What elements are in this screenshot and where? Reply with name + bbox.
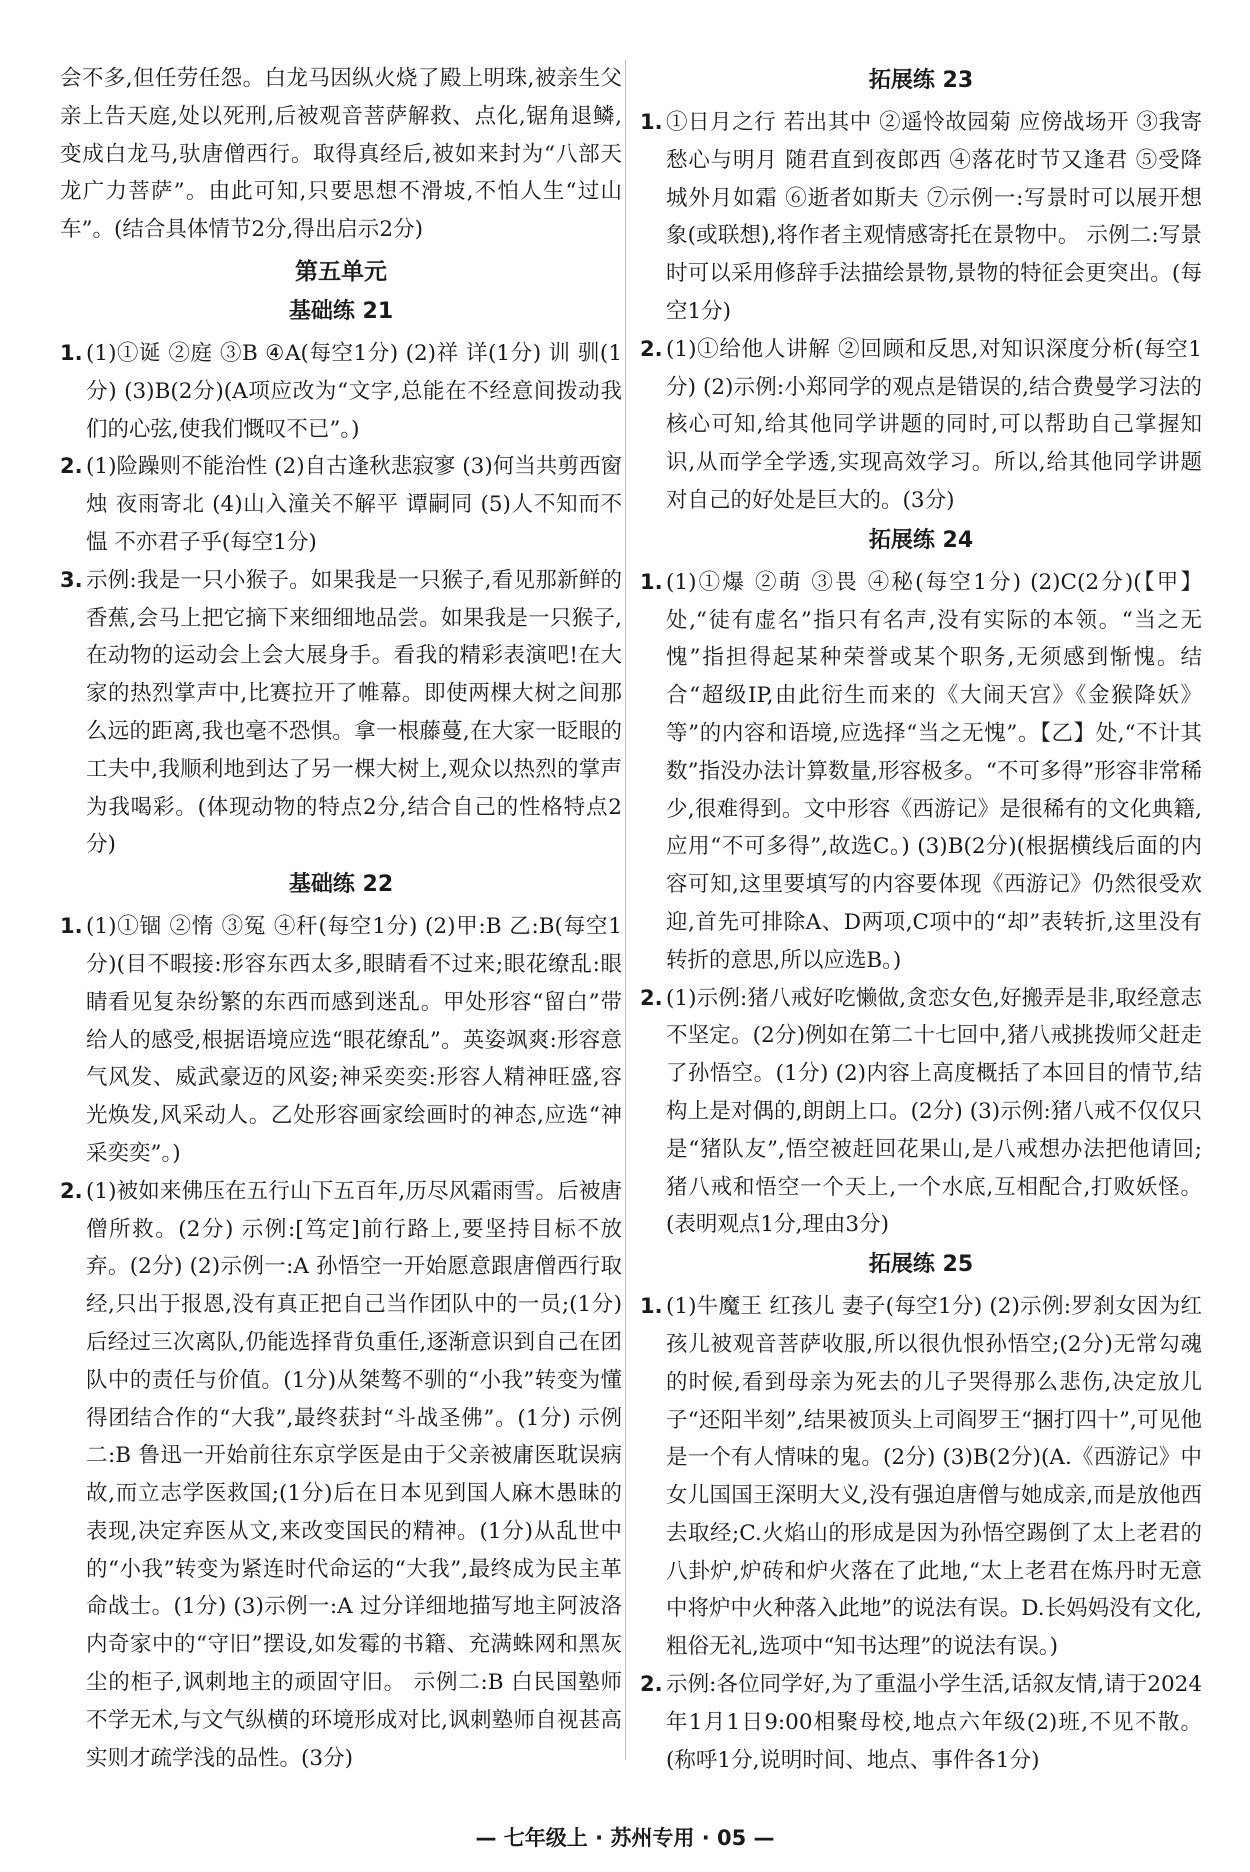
section-22-items bbox=[60, 908, 622, 1777]
answer-item: 2. (1)险躁则不能治性 (2)自古逢秋悲寂寥 (3)何当共剪西窗烛 夜雨寄北 (4)山入潼关不解平 谭嗣同 (5)人不知而不愠 不亦君子乎(每空1分) bbox=[60, 454, 622, 555]
answer-item: 2. (1)示例:猪八戒好吃懒做,贪恋女色,好搬弄是非,取经意志不坚定。(2分)例如在第二十七回中,猪八戒挑拨师父赶走了孙悟空。(1分) (2)内容上高度概括了本回目的情节,结构上是对偶的,朗朗上口。(2分) (3)示例:猪八戒不仅仅只是“猪队友”,悟空被赶回花果山,是八戒想办法把他请回;猪八戒和悟空一个天上,一个水底,互相配合,打败妖怪。(表明观点1分,理由3分) bbox=[640, 985, 1202, 1238]
answer-item: 1. (1)①爆 ②萌 ③畏 ④秘(每空1分) (2)C(2分)(【甲】处,“徒有虚名”指只有名声,没有实际的本领。“当之无愧”指担得起某种荣誉或某个职务,无须感到惭愧。结合“超级IP,由此衍生而来的《大闹天宫》《金猴降妖》等”的内容和语境,应选择“当之无愧”。【乙】处,“不计其数”指没办法计算数量,形容极多。“不可多得”形容非常稀少,很难得到。文中形容《西游记》是很稀有的文化典籍,应用“不可多得”,故选C。) (3)B(2分)(根据横线后面的内容可知,这里要填写的内容要体现《西游记》仍然很受欢迎,首先可排除A、D两项,C项中的“却”表转折,这里没有转折的意思,所以应选B。) bbox=[640, 569, 1202, 973]
continued-paragraph: 会不多,但任劳任怨。白龙马因纵火烧了殿上明珠,被亲生父亲上告天庭,处以死刑,后被观音菩萨解救、点化,锯角退鳞,变成白龙马,驮唐僧西行。取得真经后,被如来封为“八部天龙广力菩萨”。由此可知,只要思想不滑坡,不怕人生“过山车”。(结合具体情节2分,得出启示2分) bbox=[60, 66, 622, 243]
answer-item: 2. (1)①给他人讲解 ②回顾和反思,对知识深度分析(每空1分) (2)示例:小郑同学的观点是错误的,结合费曼学习法的核心可知,给其他同学讲题的同时,可以帮助自己掌握知识,从而学全学透,实现高效学习。所以,给其他同学讲题对自己的好处是巨大的。(3分) bbox=[640, 336, 1202, 513]
section-23-items bbox=[640, 104, 1202, 520]
answer-item: 2. 示例:各位同学好,为了重温小学生活,话叙友情,请于2024年1月1日9:00相聚母校,地点六年级(2)班,不见不散。(称呼1分,说明时间、地点、事件各1分) bbox=[640, 1672, 1202, 1773]
section-25-items bbox=[640, 1288, 1202, 1779]
section-title-22: 基础练 22 bbox=[288, 872, 394, 898]
unit-title: 第五单元 bbox=[295, 258, 387, 285]
section-21-items bbox=[60, 335, 622, 864]
page-footer: — 七年级上 · 苏州专用 · 05 — bbox=[475, 1826, 775, 1850]
answer-item: 1. (1)①诞 ②庭 ③B ④A(每空1分) (2)祥 详(1分) 训 驯(1分) (3)B(2分)(A项应改为“文字,总能在不经意间拨动我们的心弦,使我们慨叹不已”。) bbox=[60, 340, 622, 442]
right-column bbox=[640, 60, 1202, 1779]
column-divider bbox=[625, 60, 626, 1760]
section-title-24: 拓展练 24 bbox=[868, 527, 974, 553]
answer-item: 1. (1)牛魔王 红孩儿 妻子(每空1分) (2)示例:罗刹女因为红孩儿被观音菩萨收服,所以很仇恨孙悟空;(2分)无常勾魂的时候,看到母亲为死去的儿子哭得那么悲伤,决定放儿子“还阳半刻”,结果被顶头上司阎罗王“捆打四十”,可见他是一个有人情味的鬼。(2分) (3)B(2分)(A.《西游记》中女儿国国王深明大义,没有强迫唐僧与她成亲,而是放他西去取经;C.火焰山的形成是因为孙悟空踢倒了太上老君的八卦炉,炉砖和炉火落在了此地,“太上老君在炼丹时无意中将炉中火种落入此地”的说法有误。D.长妈妈没有文化,粗俗无礼,选项中“知书达理”的说法有误。) bbox=[640, 1294, 1202, 1660]
section-title-21: 基础练 21 bbox=[288, 298, 394, 324]
section-title-25: 拓展练 25 bbox=[868, 1252, 974, 1278]
answer-item: 3. 示例:我是一只小猴子。如果我是一只猴子,看见那新鲜的香蕉,会马上把它摘下来细细地品尝。如果我是一只猴子,在动物的运动会上会大展身手。看我的精彩表演吧!在大家的热烈掌声中,比赛拉开了帷幕。即使两棵大树之间那么远的距离,我也毫不恐惧。拿一根藤蔓,在大家一眨眼的工夫中,我顺利地到达了另一棵大树上,观众以热烈的掌声为我喝彩。(体现动物的特点2分,结合自己的性格特点2分) bbox=[60, 567, 622, 858]
answer-item: 1. ①日月之行 若出其中 ②遥怜故园菊 应傍战场开 ③我寄愁心与明月 随君直到夜郎西 ④落花时节又逢君 ⑤受降城外月如霜 ⑥逝者如斯夫 ⑦示例一:写景时可以展开想象(或联想),将作者主观情感寄托在景物中。 示例二:写景时可以采用修辞手法描绘景物,景物的特征会更突出。(每空1分) bbox=[640, 110, 1202, 324]
answer-item: 1. (1)①锢 ②惰 ③冤 ④秆(每空1分) (2)甲:B 乙:B(每空1分)(目不暇接:形容东西太多,眼睛看不过来;眼花缭乱:眼睛看见复杂纷繁的东西而感到迷乱。甲处形容“留白”带给人的感受,根据语境应选“眼花缭乱”。英姿飒爽:形容意气风发、威武豪迈的风姿;神采奕奕:形容人精神旺盛,容光焕发,风采动人。乙处形容画家绘画时的神态,应选“神采奕奕”。) bbox=[60, 914, 622, 1166]
left-column bbox=[60, 60, 622, 1777]
section-title-23: 拓展练 23 bbox=[868, 68, 974, 93]
answer-item: 2. (1)被如来佛压在五行山下五百年,历尽风霜雨雪。后被唐僧所救。(2分) 示例:[笃定]前行路上,要坚持目标不放弃。(2分) (2)示例一:A 孙悟空一开始愿意跟唐僧西行取经,只出于报恩,没有真正把自己当作团队中的一员;(1分)后经过三次离队,仍能选择背负重任,逐渐意识到自己在团队中的责任与价值。(1分)从桀骜不驯的“小我”转变为懂得团结合作的“大我”,最终获封“斗战圣佛”。(1分) 示例二:B 鲁迅一开始前往东京学医是由于父亲被庸医耽误病故,而立志学医救国;(1分)后在日本见到国人麻木愚昧的表现,决定弃医从文,来改变国民的精神。(1分)从乱世中的“小我”转变为紧连时代命运的“大我”,最终成为民主革命战士。(1分) (3)示例一:A 过分详细地描写地主阿波洛内奇家中的“守旧”摆设,如发霉的书籍、充满蛛网和黑灰尘的柜子,讽刺地主的顽固守旧。 示例二:B 白民国塾师不学无术,与文气纵横的环境形成对比,讽刺塾师自视甚高实则才疏学浅的品性。(3分) bbox=[60, 1178, 622, 1771]
section-24-items bbox=[640, 564, 1202, 1244]
